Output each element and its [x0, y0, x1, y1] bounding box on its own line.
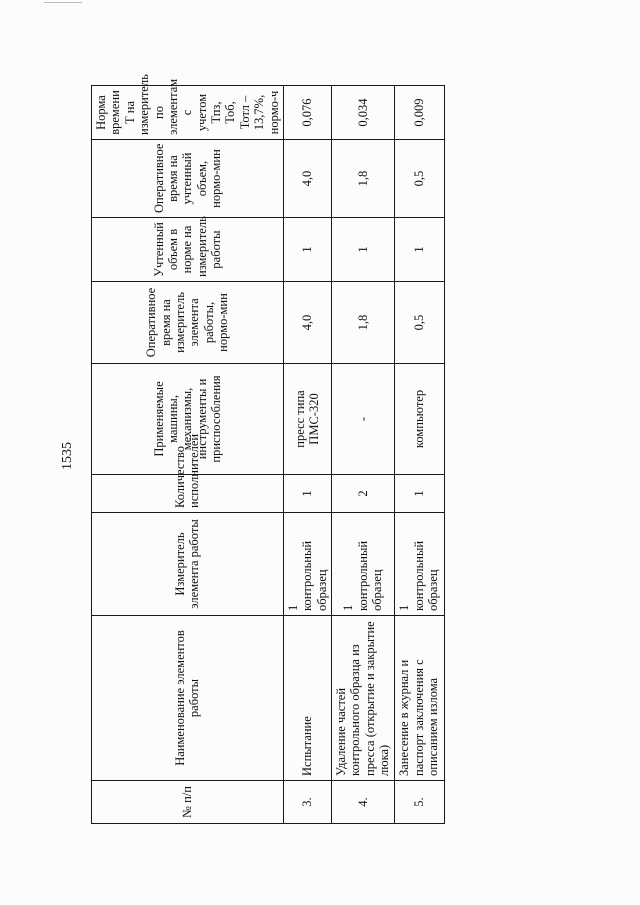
cell-meter	[394, 513, 444, 616]
cell-norm: 0,009	[394, 86, 444, 140]
cell-op-time-volume: 4,0	[283, 140, 331, 218]
header-tools: Применяемые машины, механизмы, инструменты и приспособления	[92, 364, 284, 475]
cell-executors: 1	[283, 475, 331, 513]
table-row	[332, 86, 395, 824]
cell-element-name: Испытание	[283, 616, 331, 781]
cell-volume: 1	[283, 218, 331, 282]
cell-number: 3.	[283, 781, 331, 824]
cell-op-time-volume: 1,8	[332, 140, 395, 218]
meter-unit: контрольный образец	[355, 540, 384, 611]
meter-count: 1	[397, 604, 412, 611]
cell-tools: пресс типа ПМС-320	[283, 364, 331, 475]
cell-element-name: Занесение в журнал и паспорт заключения с описанием излома	[394, 616, 444, 781]
header-op-time-volume: Оперативное время на учтенный объем, нормо-мин	[92, 140, 284, 218]
rotated-table-wrapper	[91, 74, 441, 824]
page-number: 1535	[60, 442, 75, 470]
cell-number: 5.	[394, 781, 444, 824]
cell-norm: 0,034	[332, 86, 395, 140]
header-norm: Норма времени Т на измеритель по элементам с учетом Тпз, Тоб, Тотл – 13,7%, нормо-ч	[92, 86, 284, 140]
cell-number: 4.	[332, 781, 395, 824]
header-number: № п/п	[92, 781, 284, 824]
meter-count: 1	[285, 604, 300, 611]
header-element-name: Наименование элементов работы	[92, 616, 284, 781]
header-meter: Измеритель элемента работы	[92, 513, 284, 616]
cell-op-time-volume: 0,5	[394, 140, 444, 218]
work-norms-table	[91, 74, 445, 824]
cell-op-time: 4,0	[283, 282, 331, 364]
meter-unit: контрольный образец	[300, 540, 329, 611]
cell-executors: 2	[332, 475, 395, 513]
cell-meter	[283, 513, 331, 616]
table-header-row	[92, 86, 284, 824]
cell-tools: компьютер	[394, 364, 444, 475]
meter-unit: контрольный образец	[411, 540, 441, 611]
meter-count: 1	[341, 604, 356, 611]
cell-element-name: Удаление частей контрольного образца из пресса (открытие и закрытие люка)	[332, 616, 395, 781]
cell-meter	[332, 513, 395, 616]
header-executors: Количество исполнителей	[92, 475, 284, 513]
header-volume: Учтенный объем в норме на измеритель работы	[92, 218, 284, 282]
header-op-time: Оперативное время на измеритель элемента работы, нормо-мин	[92, 282, 284, 364]
cell-volume: 1	[394, 218, 444, 282]
table-row	[394, 86, 444, 824]
cell-volume: 1	[332, 218, 395, 282]
cell-op-time: 1,8	[332, 282, 395, 364]
cell-executors: 1	[394, 475, 444, 513]
scan-edge-mark	[44, 2, 82, 3]
cell-tools: -	[332, 364, 395, 475]
cell-op-time: 0,5	[394, 282, 444, 364]
cell-norm: 0,076	[283, 86, 331, 140]
table-row	[283, 86, 331, 824]
